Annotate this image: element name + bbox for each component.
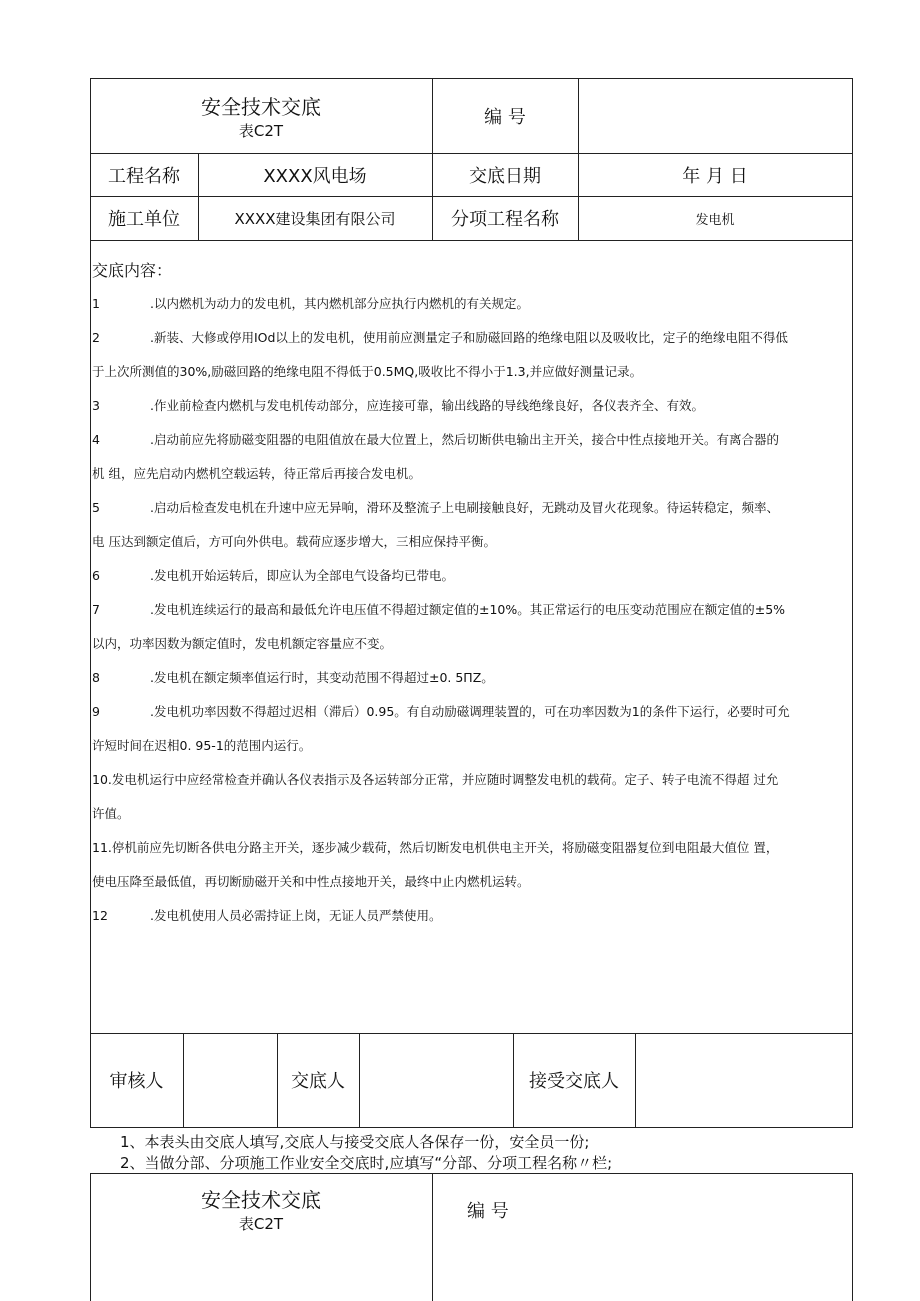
discloser-field[interactable] (359, 1033, 513, 1127)
table-border (90, 1173, 852, 1174)
content-line (92, 695, 850, 729)
subproject-value: 发电机 (695, 212, 735, 228)
content-label: 交底内容： (92, 261, 173, 280)
subproject-label: 分项工程名称 (451, 209, 559, 230)
item-text: 许短时间在迟相0. 95-1的范围内运行。 (92, 738, 312, 753)
content-line (92, 627, 850, 661)
note-1: 1、本表头由交底人填写,交底人与接受交底人各保存一份，安全员一份; (120, 1133, 590, 1151)
next-number-label: 编 号 (467, 1201, 509, 1222)
content-item (92, 661, 850, 695)
receiver-field[interactable] (635, 1033, 852, 1127)
number-field[interactable] (578, 78, 852, 153)
unit-label: 施工单位 (108, 209, 180, 230)
content-line (92, 355, 850, 389)
content-item (92, 899, 850, 933)
item-text: 10.发电机运行中应经常检查并确认各仪表指示及各运转部分正常，并应随时调整发电机的载荷。定子、转子电流不得超 过允 (92, 772, 779, 787)
content-item (92, 423, 850, 491)
content-line (92, 899, 850, 933)
number-label: 编 号 (484, 106, 526, 128)
content-line (92, 525, 850, 559)
content-item (92, 593, 850, 661)
item-text: 使电压降至最低值，再切断励磁开关和中性点接地开关，最终中止内燃机运转。 (92, 874, 530, 889)
item-text: .启动前应先将励磁变阻器的电阻值放在最大位置上，然后切断供电输出主开关，接合中性点接地开关。有离合器的 (150, 432, 779, 447)
item-text: .发电机功率因数不得超过迟相（滞后）0.95。有自动励磁调理装置的，可在功率因数为1的条件下运行，必要时可允 (150, 704, 790, 719)
item-text: 11.停机前应先切断各供电分路主开关，逐步减少载荷，然后切断发电机供电主开关，将励磁变阻器复位到电阻最大值位 置， (92, 840, 779, 855)
content-item (92, 321, 850, 389)
item-number: 8 (92, 670, 100, 685)
content-line (92, 661, 850, 695)
content-item (92, 763, 850, 831)
next-form-title (90, 1178, 432, 1240)
project-name-value: XXXX风电场 (263, 165, 367, 187)
next-form-code: 表C2T (238, 1215, 284, 1233)
item-number: 6 (92, 568, 100, 583)
item-text: .发电机使用人员必需持证上岗，无证人员严禁使用。 (150, 908, 442, 923)
content-line (92, 797, 850, 831)
content-line (92, 865, 850, 899)
project-name-label: 工程名称 (108, 165, 180, 187)
form-title (90, 78, 432, 153)
reviewer-field[interactable] (183, 1033, 277, 1127)
item-text: 电 压达到额定值后，方可向外供电。载荷应逐步增大，三相应保持平衡。 (92, 534, 496, 549)
discloser-label: 交底人 (291, 1071, 345, 1092)
item-number: 2 (92, 330, 100, 345)
date-label: 交底日期 (469, 165, 541, 187)
content-item (92, 559, 850, 593)
item-text: 以内，功率因数为额定值时，发电机额定容量应不变。 (92, 636, 393, 651)
item-text: .启动后检查发电机在升速中应无异响，滑环及整流子上电刷接触良好，无跳动及冒火花现象。待运转稳定，频率、 (150, 500, 779, 515)
content-line (92, 729, 850, 763)
table-border (90, 1127, 852, 1128)
content-line (92, 457, 850, 491)
form-code: 表C2T (238, 121, 284, 140)
item-number: 12 (92, 908, 108, 923)
content-line (92, 491, 850, 525)
content-line (92, 423, 850, 457)
content-item (92, 389, 850, 423)
item-text: .作业前检查内燃机与发电机传动部分，应连接可靠，输出线路的导线绝缘良好，各仪表齐全、有效。 (150, 398, 704, 413)
item-number: 3 (92, 398, 100, 413)
unit-value: XXXX建设集团有限公司 (234, 209, 396, 228)
table-border (852, 1173, 853, 1301)
content-line (92, 831, 850, 865)
item-text: 于上次所测值的30%,励磁回路的绝缘电阻不得低于0.5MQ,吸收比不得小于1.3,并应做好测量记录。 (92, 364, 643, 379)
item-text: .发电机开始运转后，即应认为全部电气设备均已带电。 (150, 568, 454, 583)
table-border (432, 1173, 433, 1301)
next-title-text: 安全技术交底 (201, 1188, 321, 1212)
item-text: .发电机连续运行的最高和最低允许电压值不得超过额定值的±10%。其正常运行的电压变动范围应在额定值的±5% (150, 602, 786, 617)
content-item (92, 491, 850, 559)
item-text: .以内燃机为动力的发电机，其内燃机部分应执行内燃机的有关规定。 (150, 296, 529, 311)
note-2: 2、当做分部、分项施工作业安全交底时,应填写“分部、分项工程名称〃栏; (120, 1154, 613, 1172)
content-line (92, 559, 850, 593)
content-item (92, 695, 850, 763)
item-number: 1 (92, 296, 100, 311)
content-line (92, 389, 850, 423)
content-item (92, 831, 850, 899)
item-number: 5 (92, 500, 100, 515)
item-number: 7 (92, 602, 100, 617)
item-text: 机 组，应先启动内燃机空载运转，待正常后再接合发电机。 (92, 466, 421, 481)
title-text: 安全技术交底 (201, 94, 321, 119)
reviewer-label: 审核人 (109, 1071, 164, 1092)
item-text: 许值。 (92, 806, 130, 821)
content-line (92, 763, 850, 797)
receiver-label: 接受交底人 (529, 1071, 619, 1092)
table-border (90, 240, 852, 241)
item-text: .发电机在额定频率值运行时，其变动范围不得超过±0. 5ΠZ。 (150, 670, 494, 685)
content-line (92, 321, 850, 355)
table-border (852, 78, 853, 1128)
item-text: .新装、大修或停用IOd以上的发电机，使用前应测量定子和励磁回路的绝缘电阻以及吸收比，定子的绝缘电阻不得低 (150, 330, 788, 345)
content-item (92, 287, 850, 321)
item-number: 4 (92, 432, 100, 447)
content-line (92, 287, 850, 321)
date-value[interactable]: 年 月 日 (682, 165, 748, 187)
content-line (92, 593, 850, 627)
item-number: 9 (92, 704, 100, 719)
